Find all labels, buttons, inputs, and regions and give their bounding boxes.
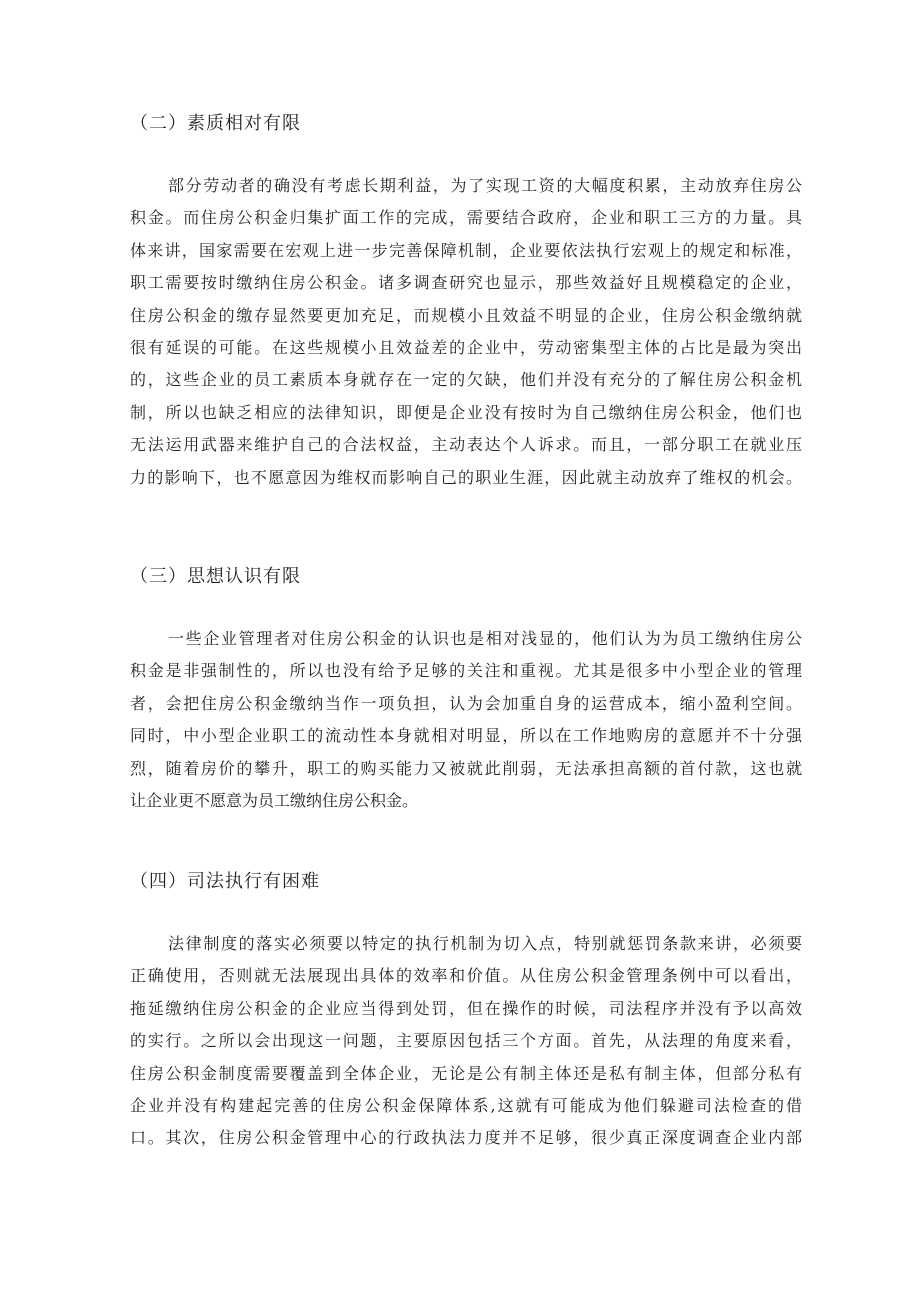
text-line: 法律制度的落实必须要以特定的执行机制为切入点，特别就惩罚条款来讲，必须要 [168,934,802,953]
text-line: 烈，随着房价的攀升，职工的购买能力又被就此削弱，无法承担高额的首付款，这也就 [130,758,802,778]
text-line: 力的影响下，也不愿意因为维权而影响自己的职业生涯，因此就主动放弃了维权的机会。 [130,467,802,487]
text-line: 拖延缴纳住房公积金的企业应当得到处罚，但在操作的时候，司法程序并没有予以高效 [130,998,802,1018]
text-line: 积金是非强制性的，所以也没有给予足够的关注和重视。尤其是很多中小型企业的管理 [130,661,802,681]
text-line: 体来讲，国家需要在宏观上进一步完善保障机制，企业要依法执行宏观上的规定和标准， [130,240,802,260]
text-line: 无法运用武器来维护自己的合法权益，主动表达个人诉求。而且，一部分职工在就业压 [130,435,802,455]
text-line: 口。其次，住房公积金管理中心的行政执法力度并不足够，很少真正深度调查企业内部 [130,1128,802,1148]
text-line: 部分劳动者的确没有考虑长期利益，为了实现工资的大幅度积累，主动放弃住房公 [168,176,802,195]
paragraph-section-3 [130,623,802,817]
text-line: 让企业更不愿意为员工缴纳住房公积金。 [130,790,419,810]
text-line: 住房公积金的缴存显然要更加充足，而规模小且效益不明显的企业，住房公积金缴纳就 [130,305,802,325]
paragraph-section-4 [130,928,802,1155]
text-line: 制，所以也缺乏相应的法律知识，即便是企业没有按时为自己缴纳住房公积金，他们也 [130,402,802,422]
section-heading-2: （二）素质相对有限 [130,113,301,134]
section-heading-4: （四）司法执行有困难 [130,871,320,892]
text-line: 者，会把住房公积金缴纳当作一项负担，认为会加重自身的运营成本，缩小盈利空间。 [130,693,802,713]
text-line: 企业并没有构建起完善的住房公积金保障体系,这就有可能成为他们躲避司法检查的借 [130,1095,802,1115]
text-line: 住房公积金制度需要覆盖到全体企业，无论是公有制主体还是私有制主体，但部分私有 [130,1063,802,1083]
text-line: 很有延误的可能。在这些规模小且效益差的企业中，劳动密集型主体的占比是最为突出 [130,337,802,357]
paragraph-section-2 [130,170,802,494]
text-line: 的，这些企业的员工素质本身就存在一定的欠缺，他们并没有充分的了解住房公积金机 [130,370,802,390]
text-line: 积金。而住房公积金归集扩面工作的完成，需要结合政府，企业和职工三方的力量。具 [130,208,802,228]
text-line: 正确使用，否则就无法展现出具体的效率和价值。从住房公积金管理条例中可以看出， [130,966,802,986]
section-heading-3: （三）思想认识有限 [130,566,301,587]
text-line: 的实行。之所以会出现这一问题，主要原因包括三个方面。首先，从法理的角度来看， [130,1031,802,1051]
text-line: 一些企业管理者对住房公积金的认识也是相对浅显的，他们认为为员工缴纳住房公 [168,629,802,648]
text-line: 同时，中小型企业职工的流动性本身就相对明显，所以在工作地购房的意愿并不十分强 [130,726,802,746]
text-line: 职工需要按时缴纳住房公积金。诸多调查研究也显示，那些效益好且规模稳定的企业， [130,273,802,293]
